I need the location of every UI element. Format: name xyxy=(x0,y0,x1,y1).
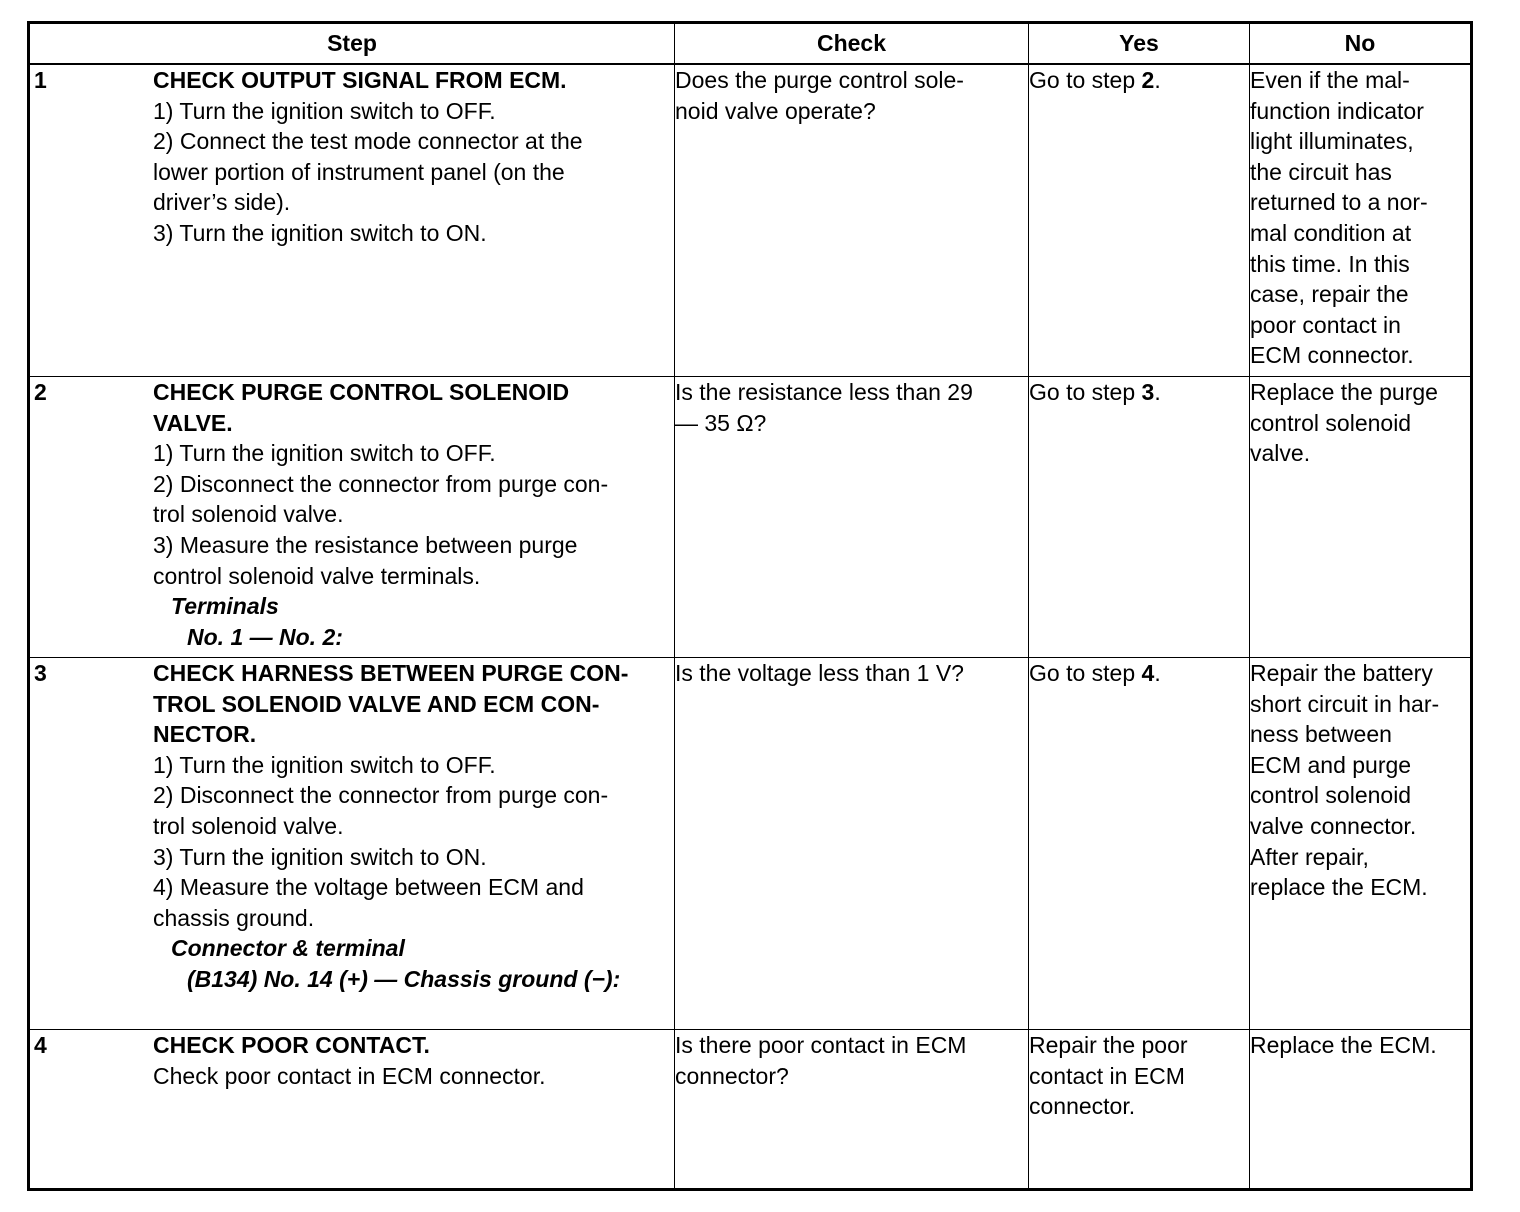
table-row xyxy=(29,377,1472,658)
check-line: Does the purge control sole- xyxy=(675,67,964,93)
step-instruction-line: 4) Measure the voltage between ECM and xyxy=(153,874,584,901)
no-line: short circuit in har- xyxy=(1250,690,1440,717)
yes-goto-suffix: . xyxy=(1154,67,1161,93)
no-line: replace the ECM. xyxy=(1250,874,1428,901)
step-instruction-line: 2) Connect the test mode connector at the xyxy=(153,128,583,155)
step-body xyxy=(153,658,674,995)
yes-cell xyxy=(1029,1030,1250,1190)
step-instruction-line: 3) Turn the ignition switch to ON. xyxy=(153,843,487,870)
step-body xyxy=(153,1030,674,1091)
step-body xyxy=(153,377,674,652)
header-row xyxy=(29,23,1472,65)
step-title-line: NECTOR. xyxy=(153,721,257,748)
no-line: control solenoid xyxy=(1250,782,1412,809)
no-line: Repair the battery xyxy=(1250,660,1433,686)
step-cell xyxy=(29,1030,675,1190)
no-line: returned to a nor- xyxy=(1250,189,1428,216)
step-title-line: TROL SOLENOID VALVE AND ECM CON- xyxy=(153,690,600,717)
yes-goto-step-number: 3 xyxy=(1141,379,1155,405)
step-instruction-line: 1) Turn the ignition switch to OFF. xyxy=(153,97,496,124)
step-cell xyxy=(29,377,675,658)
step-body xyxy=(153,65,674,249)
yes-goto-line xyxy=(1029,377,1249,408)
no-line: valve. xyxy=(1250,440,1311,467)
no-line: Replace the purge xyxy=(1250,379,1438,405)
header-yes: Yes xyxy=(1029,23,1250,65)
check-line: connector? xyxy=(675,1062,789,1089)
measurement-label: Terminals xyxy=(171,593,279,620)
yes-cell xyxy=(1029,377,1250,658)
yes-cell xyxy=(1029,64,1250,377)
step-instruction-line: trol solenoid valve. xyxy=(153,812,344,839)
step-instruction-line: trol solenoid valve. xyxy=(153,501,344,528)
yes-goto-prefix: Go to step xyxy=(1029,660,1142,686)
check-cell xyxy=(675,658,1029,1030)
no-line: ness between xyxy=(1250,721,1392,748)
step-number: 3 xyxy=(34,660,47,686)
yes-goto-suffix: . xyxy=(1154,660,1161,686)
step-cell xyxy=(29,64,675,377)
yes-line: Repair the poor xyxy=(1029,1032,1188,1058)
no-line: function indicator xyxy=(1250,97,1424,124)
table-row xyxy=(29,1030,1472,1190)
measurement-value: No. 1 — No. 2: xyxy=(187,623,343,650)
no-cell xyxy=(1250,658,1472,1030)
yes-line: connector. xyxy=(1029,1093,1136,1120)
check-line: Is there poor contact in ECM xyxy=(675,1032,967,1058)
check-line: Is the voltage less than 1 V? xyxy=(675,660,964,686)
measurement-label: Connector & terminal xyxy=(171,935,405,962)
check-line: — 35 Ω? xyxy=(675,409,767,436)
table-body xyxy=(29,64,1472,1190)
step-instruction-line: chassis ground. xyxy=(153,904,315,931)
step-title-line: VALVE. xyxy=(153,409,233,436)
no-line: ECM and purge xyxy=(1250,751,1412,778)
header-step: Step xyxy=(29,23,675,65)
step-instruction-line: 3) Measure the resistance between purge xyxy=(153,531,578,558)
yes-line: contact in ECM xyxy=(1029,1062,1185,1089)
header-no: No xyxy=(1250,23,1472,65)
step-instruction-line: driver’s side). xyxy=(153,189,291,216)
no-cell xyxy=(1250,1030,1472,1190)
yes-goto-line xyxy=(1029,65,1249,96)
step-number: 2 xyxy=(34,379,47,405)
check-line: noid valve operate? xyxy=(675,97,876,124)
step-instruction-line: 1) Turn the ignition switch to OFF. xyxy=(153,751,496,778)
no-line: poor contact in xyxy=(1250,311,1401,338)
yes-goto-step-number: 2 xyxy=(1141,67,1155,93)
step-title-line: CHECK POOR CONTACT. xyxy=(153,1032,430,1058)
yes-cell xyxy=(1029,658,1250,1030)
step-instruction-line: 3) Turn the ignition switch to ON. xyxy=(153,219,487,246)
step-title-line: CHECK PURGE CONTROL SOLENOID xyxy=(153,379,570,405)
step-title-line: CHECK HARNESS BETWEEN PURGE CON- xyxy=(153,660,629,686)
step-number: 1 xyxy=(34,67,47,93)
no-line: the circuit has xyxy=(1250,158,1392,185)
step-title-line: CHECK OUTPUT SIGNAL FROM ECM. xyxy=(153,67,567,93)
step-instruction-line: Check poor contact in ECM connector. xyxy=(153,1062,546,1089)
no-line: case, repair the xyxy=(1250,281,1409,308)
check-line: Is the resistance less than 29 xyxy=(675,379,973,405)
table-row xyxy=(29,658,1472,1030)
yes-goto-step-number: 4 xyxy=(1141,660,1155,686)
step-instruction-line: 2) Disconnect the connector from purge con- xyxy=(153,782,609,809)
step-instruction-line: 2) Disconnect the connector from purge con- xyxy=(153,470,609,497)
no-line: light illuminates, xyxy=(1250,128,1414,155)
step-instruction-line: lower portion of instrument panel (on the xyxy=(153,158,565,185)
no-line: ECM connector. xyxy=(1250,342,1414,369)
diagnostic-procedure-table xyxy=(27,21,1473,1191)
step-cell xyxy=(29,658,675,1030)
no-line: this time. In this xyxy=(1250,250,1410,277)
no-line: mal condition at xyxy=(1250,219,1412,246)
no-line: Replace the ECM. xyxy=(1250,1032,1437,1058)
no-line: control solenoid xyxy=(1250,409,1412,436)
measurement-value: (B134) No. 14 (+) — Chassis ground (−): xyxy=(187,965,621,992)
yes-goto-prefix: Go to step xyxy=(1029,379,1142,405)
no-line: After repair, xyxy=(1250,843,1369,870)
yes-goto-suffix: . xyxy=(1154,379,1161,405)
step-instruction-line: control solenoid valve terminals. xyxy=(153,562,481,589)
check-cell xyxy=(675,377,1029,658)
check-cell xyxy=(675,1030,1029,1190)
no-cell xyxy=(1250,64,1472,377)
table-row xyxy=(29,64,1472,377)
no-cell xyxy=(1250,377,1472,658)
step-number: 4 xyxy=(34,1032,47,1058)
check-cell xyxy=(675,64,1029,377)
yes-goto-prefix: Go to step xyxy=(1029,67,1142,93)
no-line: Even if the mal- xyxy=(1250,67,1410,93)
header-check: Check xyxy=(675,23,1029,65)
step-instruction-line: 1) Turn the ignition switch to OFF. xyxy=(153,440,496,467)
no-line: valve connector. xyxy=(1250,812,1417,839)
yes-goto-line xyxy=(1029,658,1249,689)
